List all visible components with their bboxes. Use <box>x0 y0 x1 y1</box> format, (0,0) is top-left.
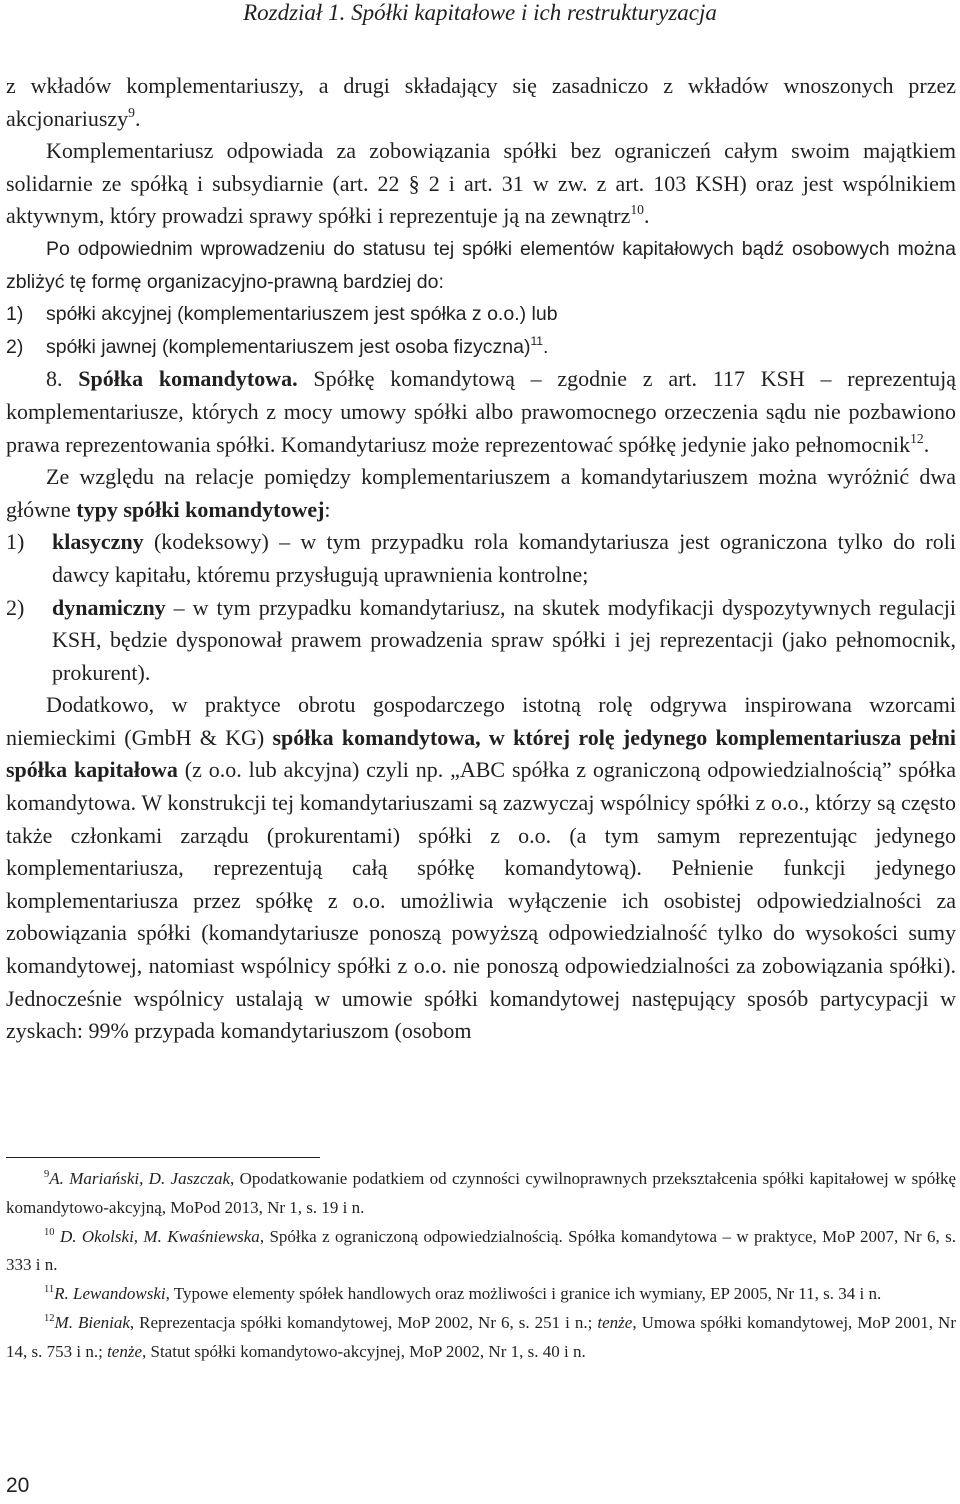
list-item: 1) klasyczny (kodeksowy) – w tym przypadku rola komandytariusza jest ograniczona tylko do roli dawcy kapitału, któremu przysługują uprawnienia kontrolne; <box>6 529 956 587</box>
list-item: 1) spółki akcyjnej (komplementariuszem jest spółka z o.o.) lub <box>6 303 558 326</box>
paragraph-continuation: z wkładów komplementariuszy, a drugi składający się zasadniczo z wkładów wnoszonych przez akcjonariuszy$^9$. <box>6 73 956 131</box>
page-number: 20 <box>6 1474 30 1497</box>
paragraph-section-8: 8. Spółka komandytowa. Spółkę komandytową – zgodnie z art. 117 KSH – reprezentują komplementariusze, których z mocy umowy spółki albo prawomocnego orzeczenia sądu nie pozbawiono prawa reprezentowania spółki. Komandytariusz może reprezentować spółkę jedynie jako pełnomocnik$^{12}$. <box>6 366 956 457</box>
footnote: $^9$A. Mariański, D. Jaszczak, Opodatkowanie podatkiem od czynności cywilnoprawnych przekształcenia spółki kapitałowej w spółkę komandytowo-akcyjną, MoPod 2013, Nr 1, s. 19 i n. <box>6 1169 957 1217</box>
footnote: $^{11}$R. Lewandowski, Typowe elementy spółek handlowych oraz możliwości i granice ich wymiany, EP 2005, Nr 11, s. 34 i n. <box>44 1284 882 1304</box>
paragraph-gmbh-kg: Dodatkowo, w praktyce obrotu gospodarczego istotną rolę odgrywa inspirowana wzorcami niemieckimi (GmbH & KG) spółka komandytowa, w której rolę jedynego komplementariusza pełni spółka kapitałowa (z o.o. lub akcyjna) czyli np. „ABC spółka z ograniczoną odpowiedzialnością” spółka komandytowa. W konstrukcji tej komandytariuszami są zazwyczaj wspólnicy spółki z o.o., którzy są często także członkami zarządu (prokurentami) spółki z o.o. (a tym samym reprezentując jedynego komplementariusza, reprezentują całą spółkę komandytową). Pełnienie funkcji jedynego komplementariusza przez spółkę z o.o. umożliwia wyłączenie ich osobistej odpowiedzialności za zobowiązania spółki (komandytariusze ponoszą powyższą odpowiedzialność tylko do wysokości sumy komandytowej, natomiast wspólnicy spółki z o.o. nie ponoszą odpowiedzialności za zobowiązania spółki). Jednocześnie wspólnicy ustalają w umowie spółki komandytowej następujący sposób partycypacji w zyskach: 99% przypada komandytariuszom (osobom <box>6 692 957 1044</box>
footnote-ref[interactable]: 10 <box>630 202 644 218</box>
footnote-divider <box>6 1157 320 1158</box>
footnote-ref[interactable]: 9 <box>128 104 135 120</box>
running-header: Rozdział 1. Spółki kapitałowe i ich restrukturyzacja <box>243 0 717 25</box>
paragraph-komplementariusz: Komplementariusz odpowiada za zobowiązania spółki bez ograniczeń całym swoim majątkiem solidarnie ze spółką i subsydiarnie (art. 22 § 2 i art. 31 w zw. z art. 103 KSH) oraz jest wspólnikiem aktywnym, który prowadzi sprawy spółki i reprezentuje ją na zewnątrz$^{10}$. <box>6 138 956 229</box>
footnote: $^{12}$M. Bieniak, Reprezentacja spółki komandytowej, MoP 2002, Nr 6, s. 251 i n.; tenże, Umowa spółki komandytowej, MoP 2001, Nr 14, s. 753 i n.; tenże, Statut spółki komandytowo-akcyjnej, MoP 2002, Nr 1, s. 40 i n. <box>6 1312 956 1361</box>
footnote-ref[interactable]: 12 <box>910 430 924 446</box>
list-item: 2) spółki jawnej (komplementariuszem jest osoba fizyczna)$^{11}$. <box>6 333 549 358</box>
paragraph-types: Ze względu na relacje pomiędzy komplementariuszem a komandytariuszem można wyróżnić dwa główne typy spółki komandytowej: <box>6 464 956 522</box>
footnote: $^{10}$ D. Okolski, M. Kwaśniewska, Spółka z ograniczoną odpowiedzialnością. Spółka komandytowa – w praktyce, MoP 2007, Nr 6, s. 333 i n. <box>6 1226 957 1275</box>
paragraph-forms: Po odpowiednim wprowadzeniu do statusu tej spółki elementów kapitałowych bądź osobowych można zbliżyć tę formę organizacyjno-prawną bardziej do: <box>6 237 956 293</box>
main-text <box>6 70 956 1048</box>
footnote-ref[interactable]: 11 <box>530 333 543 348</box>
section-heading: Spółka komandytowa. <box>78 366 298 392</box>
footnotes <box>6 1165 956 1367</box>
list-item: 2) dynamiczny – w tym przypadku komandytariusz, na skutek modyfikacji dyspozytywnych regulacji KSH, będzie dysponował prawem prowadzenia spraw spółki i jej reprezentacji (jako pełnomocnik, prokurent). <box>6 594 956 685</box>
